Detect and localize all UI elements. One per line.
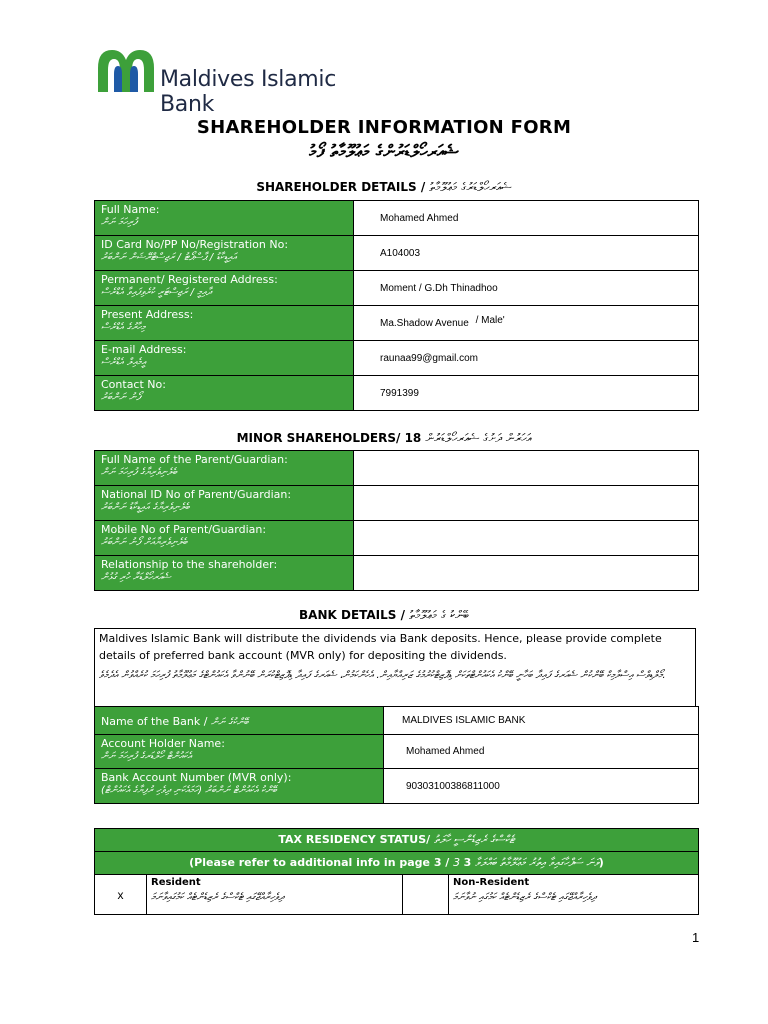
field-label: Bank Account Number (MVR only): ބޭންކު އެކައުންޓް ނަންބަރު (ހަމައެކަނި ދިވެހި ރުފިޔާގެ އެކައުންޓް) [95,769,384,804]
bank-logo-mark-icon [94,46,158,94]
account-holder-field[interactable]: Mohamed Ahmed [384,735,699,769]
shareholder-row [95,376,699,411]
field-label: Mobile No of Parent/Guardian: ބެލެނިވެރިޔާއަށް ފޯނު ނަންބަރު [95,521,354,556]
shareholder-row [95,271,699,306]
minor-section-heading [0,431,768,446]
field-label: Present Address: މިހާރުގެ އެޑްރެސް [95,306,354,341]
shareholder-row [95,201,699,236]
resident-checkbox[interactable]: x [95,875,147,915]
minor-heading-text: MINOR SHAREHOLDERS/ [236,431,401,445]
field-label: Permanent/ Registered Address: ދާއިމީ / ރަޖިސްޓަރީ ކުރެވިފައިވާ އެޑްރެސް [95,271,354,306]
minor-heading-dhivehi: އަހަރުން ދަށުގެ ޝެއަރހޯލްޑަރުން [425,431,532,445]
account-number-field[interactable]: 90303100386811000 [384,769,699,804]
form-title: SHAREHOLDER INFORMATION FORM [196,117,572,138]
bank-row [95,769,699,804]
bank-heading-text: BANK DETAILS / [299,608,405,622]
field-label: National ID No of Parent/Guardian: ބެލެނިވެރިޔާގެ އައިޑީކާޑު ނަންބަރު [95,486,354,521]
tax-subheading-row [95,852,699,875]
page-number: 1 [692,930,700,945]
minor-row [95,486,699,521]
non-resident-checkbox[interactable] [403,875,449,915]
field-label: Name of the Bank / ބޭންކުގެ ނަން [95,707,384,735]
tax-heading: TAX RESIDENCY STATUS/ ޓެކްސްގެ ރެޒިޑެންސީ ހާލަތު [95,829,699,852]
field-label: Full Name: ފުރިހަމަ ނަން [95,201,354,236]
form-title-dhivehi: ޝެއަރހޯލްޑަރުންގެ މަޢުލޫމާތު ފޯމު [309,142,459,162]
minor-shareholders-table [94,450,699,591]
shareholder-heading-dhivehi: ޝެއަރހޯލްޑަރުގެ މަޢުލޫމާތު [429,180,512,194]
field-label: E-mail Address: އީމެއިލް އެޑްރެސް [95,341,354,376]
permanent-address-field[interactable]: Moment / G.Dh Thinadhoo [354,271,699,306]
non-resident-label: Non-Resident [453,877,530,888]
tax-heading-row [95,829,699,852]
bank-notice-dhivehi: މޯލްޑިވްސް އިސްލާމިކް ބޭންކުން ޝެއަރގެ ފައިދާ ބަހާނީ ބޭންކު އެކައުންޓްތަކަށް ޑިޕޮޒިޓްކުރުމުގެ ޒަރިއްޔާއިން. އެހެންކަމުން، ޝެއަރގެ ފައިދާ ޑިޕޮޒިޓްކުރަން ބޭނުންވާ އެކައުންޓްގެ މަޢުލޫމާތު ފުރިހަމަ ކުރެއްވުން އެދެމެވެ. [99,670,666,681]
bank-row [95,735,699,769]
resident-label-dhivehi: ދިވެހިރާއްޖޭގައި ޓެކްސްގެ ރެޒިޑެންޓެއް ކަމުގައިވާނަމަ [151,892,284,903]
field-label: Relationship to the shareholder: ޝެއަރހޯލްޑަރާ ހުރި ގުޅުން [95,556,354,591]
contact-number-field[interactable]: 7991399 [354,376,699,411]
tax-residency-table [94,828,699,915]
shareholder-section-heading [0,180,768,195]
shareholder-heading-text: SHAREHOLDER DETAILS / [256,180,426,194]
shareholder-row [95,306,699,341]
minor-row [95,556,699,591]
bank-section-heading [0,608,768,623]
non-resident-option [449,875,699,915]
shareholder-row [95,341,699,376]
bank-heading-dhivehi: ބޭންކު ގެ މަޢުލޫމާތު [409,608,469,622]
bank-logo [94,46,394,117]
minor-row [95,521,699,556]
non-resident-label-dhivehi: ދިވެހިރާއްޖޭގައި ޓެކްސްގެ ރެޒިޑެންޓެއް ކަމުގައި ނުވާނަމަ [453,892,597,903]
bank-notice-text: Maldives Islamic Bank will distribute the dividends via Bank deposits. Hence, please provide complete details of preferred bank account (MVR only) for depositing the dividends. [99,632,662,662]
present-address-field[interactable]: Ma.Shadow Avenue / Male' [354,306,699,341]
guardian-mobile-field[interactable] [354,521,699,556]
tax-options-row [95,875,699,915]
shareholder-details-table [94,200,699,411]
bank-row [95,707,699,735]
bank-name: Maldives Islamic Bank [160,67,337,117]
bank-name-field[interactable]: MALDIVES ISLAMIC BANK [384,707,699,735]
tax-subheading: (Please refer to additional info in page 3 / 3 ވަނަ ސަފްހާގައިވާ އިތުރު މަޢުލޫމާތު ބައްލަވާ 3) [95,852,699,875]
resident-label: Resident [151,877,201,888]
guardian-name-field[interactable] [354,451,699,486]
bank-notice [94,628,696,706]
shareholder-row [95,236,699,271]
bank-details-table [94,706,699,804]
email-field[interactable]: raunaa99@gmail.com [354,341,699,376]
minor-row [95,451,699,486]
id-number-field[interactable]: A104003 [354,236,699,271]
field-label: ID Card No/PP No/Registration No: އައިޑީކާޑު / ޕާސްޕޯޓު / ރަޖިސްޓްރޭޝަން ނަންބަރު [95,236,354,271]
relationship-field[interactable] [354,556,699,591]
field-label: Account Holder Name: އެކައުންޓް ހޯލްޑަރގެ ފުރިހަމަ ނަން [95,735,384,769]
full-name-field[interactable]: Mohamed Ahmed [354,201,699,236]
field-label: Contact No: ފޯނު ނަންބަރު [95,376,354,411]
field-label: Full Name of the Parent/Guardian: ބެލެނިވެރިޔާގެ ފުރިހަމަ ނަން [95,451,354,486]
guardian-id-field[interactable] [354,486,699,521]
resident-option [147,875,403,915]
minor-heading-number: 18 [404,431,422,445]
